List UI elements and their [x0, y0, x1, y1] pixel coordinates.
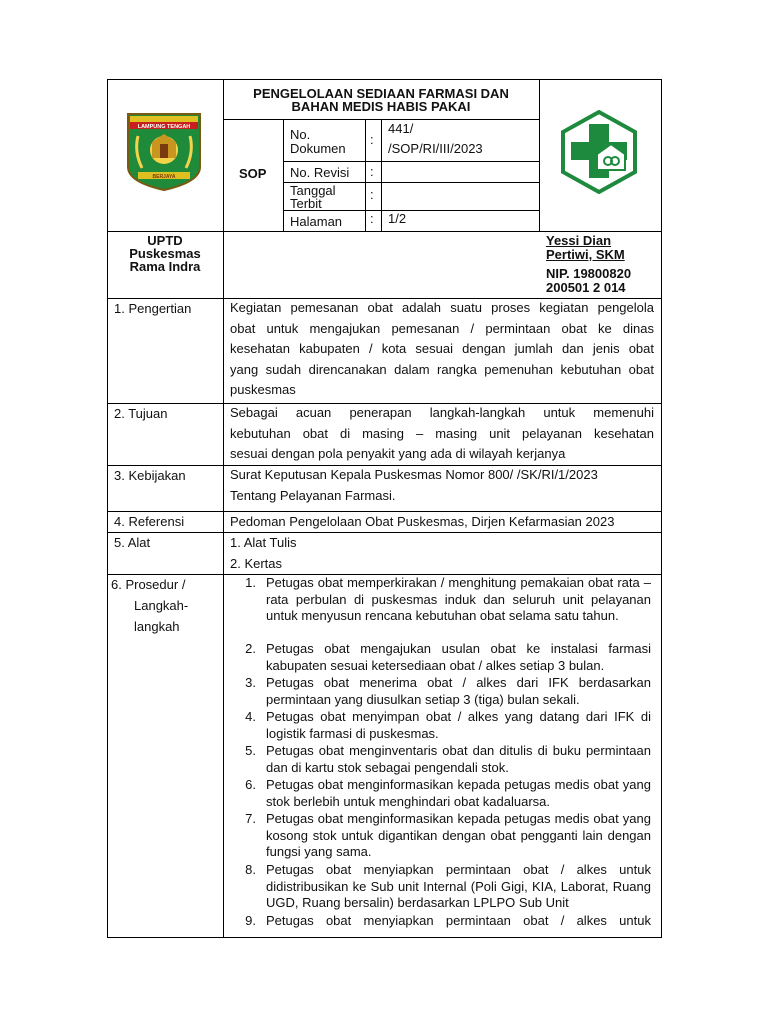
prosedur-step: 3. Petugas obat menerima obat / alkes dari IFK berdasarkan permintaan yang diusulkan setiap 3 (tiga) bulan sekali.	[245, 675, 651, 707]
section-label-kebijakan: 3. Kebijakan	[114, 468, 186, 483]
field-no-dokumen-label-2: Dokumen	[290, 141, 346, 156]
field-tanggal-terbit-label-2: Terbit	[290, 196, 322, 211]
prosedur-step: 8. Petugas obat menyiapkan permintaan obat / alkes untuk didistribusikan ke Sub unit Internal (Poli Gigi, KIA, Laborat, Ruang UGD, Ruang bersalin) berdasarkan LPLPO Sub Unit	[245, 862, 651, 910]
section-label-prosedur-2: Langkah-	[134, 598, 189, 613]
section-label-prosedur-3: langkah	[134, 619, 180, 634]
field-halaman-label: Halaman	[290, 214, 343, 229]
field-no-dokumen-value: 441/	[388, 121, 414, 136]
org-name-line-1: UPTD	[147, 233, 183, 248]
document-title-line-2: BAHAN MEDIS HABIS PAKAI	[291, 99, 471, 114]
prosedur-step: 1. Petugas obat memperkirakan / menghitung pemakaian obat rata –rata perbulan di puskesmas induk dan seluruh unit pelayanan untuk menyusun rencana kebutuhan obat selama satu tahun.	[245, 575, 651, 623]
section-text-kebijakan: Surat Keputusan Kepala Puskesmas Nomor 800/ /SK/RI/1/2023 Tentang Pelayanan Farmasi.	[230, 467, 598, 503]
section-label-alat: 5. Alat	[114, 535, 151, 550]
field-no-dokumen-colon: :	[370, 132, 374, 147]
field-no-revisi-label: No. Revisi	[290, 165, 350, 180]
alat-item-1: 1. Alat Tulis	[230, 535, 297, 550]
signer-nip-line-2: 200501 2 014	[546, 280, 626, 295]
field-no-dokumen-value-2: /SOP/RI/III/2023	[388, 141, 483, 156]
section-text-referensi: Pedoman Pengelolaan Obat Puskesmas, Dirjen Kefarmasian 2023	[230, 514, 615, 529]
section-label-prosedur: 6. Prosedur /	[111, 577, 186, 592]
field-no-dokumen-label: No.	[290, 127, 311, 142]
svg-text:BERJAYA: BERJAYA	[152, 174, 176, 180]
section-label-referensi: 4. Referensi	[114, 514, 185, 529]
signer-name-line-2: Pertiwi, SKM	[546, 247, 625, 262]
signer-nip-line-1: NIP. 19800820	[546, 266, 632, 281]
field-tanggal-terbit-colon: :	[370, 187, 374, 202]
prosedur-step: 9. Petugas obat menyiapkan permintaan obat / alkes untuk	[245, 913, 651, 928]
field-tanggal-terbit-label: Tanggal	[290, 183, 336, 198]
section-label-tujuan: 2. Tujuan	[114, 406, 168, 421]
prosedur-step: 4. Petugas obat menyimpan obat / alkes yang datang dari IFK di logistik farmasi di puskesmas.	[245, 709, 651, 741]
prosedur-steps	[236, 575, 654, 937]
org-name-line-2: Puskesmas	[129, 246, 201, 261]
sop-label: SOP	[239, 166, 267, 181]
alat-item-2: 2. Kertas	[230, 556, 283, 571]
section-label-pengertian: 1. Pengertian	[114, 301, 192, 316]
field-halaman-value: 1/2	[388, 211, 407, 226]
prosedur-step: 2. Petugas obat mengajukan usulan obat ke instalasi farmasi kabupaten sesuai ketersediaan obat / alkes setiap 3 bulan.	[245, 641, 651, 673]
prosedur-step: 5. Petugas obat menginventaris obat dan ditulis di buku permintaan dan di kartu stok sebagai pengendali stok.	[245, 743, 651, 775]
prosedur-step: 6. Petugas obat menginformasikan kepada petugas medis obat yang stok berlebih untuk menghindari obat kadaluarsa.	[245, 777, 651, 809]
prosedur-step: 7. Petugas obat menginformasikan kepada petugas medis obat yang kosong stok untuk digantikan dengan obat pengganti lain dengan fungsi yang sama.	[245, 811, 651, 859]
document-title-line-1: PENGELOLAAN SEDIAAN FARMASI DAN	[253, 86, 509, 101]
lampung-tengah-logo	[126, 112, 202, 192]
section-text-pengertian: Kegiatan pemesanan obat adalah suatu proses kegiatan pengelola obat untuk mengajukan pemesanan / permintaan obat ke dinas kesehatan kabupaten / kota sesuai dengan jumlah dan jenis obat yang sudah direncanakan dalam rangka pemenuhan kebutuhan obat puskesmas	[230, 300, 654, 398]
field-no-revisi-colon: :	[370, 164, 374, 179]
puskesmas-logo	[557, 110, 641, 194]
signer-name-line-1: Yessi Dian	[546, 233, 612, 248]
org-name-line-3: Rama Indra	[129, 259, 201, 274]
field-halaman-colon: :	[370, 211, 374, 226]
section-text-tujuan: Sebagai acuan penerapan langkah-langkah untuk memenuhi kebutuhan obat di masing – masing unit pelayanan kesehatan sesuai dengan pola penyakit yang ada di wilayah kerjanya	[230, 405, 654, 462]
svg-text:LAMPUNG TENGAH: LAMPUNG TENGAH	[137, 124, 191, 130]
